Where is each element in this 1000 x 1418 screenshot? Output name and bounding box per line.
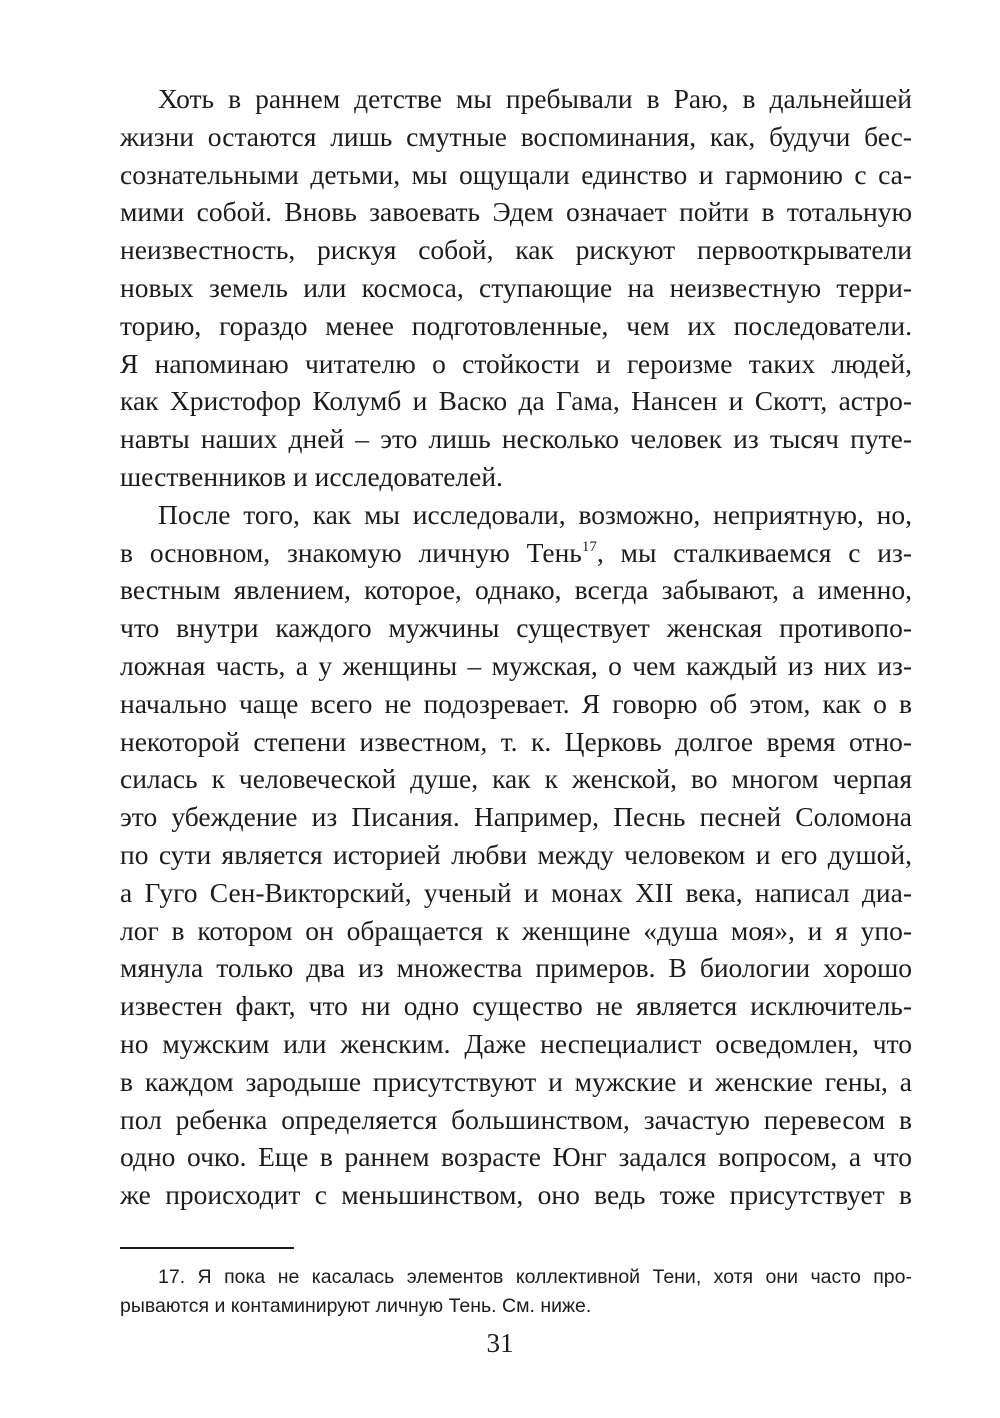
- paragraph-1: [120, 80, 912, 496]
- text-line: Хоть в раннем детстве мы пребывали в Раю, в дальнейшей: [158, 83, 912, 114]
- text-line: ложная часть, а у женщины – мужская, о чем каждый из них из-: [120, 649, 912, 681]
- text-segment: , мы сталкиваемся с из-: [596, 536, 913, 568]
- page-number: 31: [486, 1328, 514, 1358]
- text-line: же происходит с меньшинством, оно ведь тоже присутствует в: [120, 1179, 912, 1211]
- text-line: некоторой степени известном, т. к. Церковь долгое время отно-: [120, 725, 912, 757]
- text-segment: в основном, знакомую личную Тень: [120, 536, 582, 568]
- text-line: как Христофор Колумб и Васко да Гама, Нансен и Скотт, астро-: [120, 385, 912, 417]
- text-line: Я напоминаю читателю о стойкости и героизме таких людей,: [120, 347, 912, 379]
- text-line: что внутри каждого мужчины существует женская противопо-: [120, 612, 912, 644]
- text-line: но мужским или женским. Даже неспециалист осведомлен, что: [120, 1027, 912, 1059]
- text-line: в каждом зародыше присутствуют и мужские и женские гены, а: [120, 1065, 912, 1097]
- footnote-reference[interactable]: 17: [581, 538, 597, 555]
- text-line: жизни остаются лишь смутные воспоминания, как, будучи бес-: [120, 120, 912, 152]
- text-line: шественников и исследователей.: [120, 460, 503, 492]
- text-line: начально чаще всего не подозревает. Я говорю об этом, как о в: [120, 687, 912, 719]
- text-line: После того, как мы исследовали, возможно, неприятную, но,: [158, 498, 912, 530]
- footnote-separator: [120, 1247, 294, 1249]
- text-line: навты наших дней – это лишь несколько человек из тысяч путе-: [120, 423, 912, 455]
- text-line: вестным явлением, которое, однако, всегда забывают, а именно,: [120, 574, 912, 606]
- text-line: одно очко. Еще в раннем возрасте Юнг задался вопросом, а что: [120, 1141, 912, 1173]
- text-line: пол ребенка определяется большинством, зачастую перевесом в: [120, 1103, 912, 1135]
- footnote-line: 17. Я пока не касалась элементов коллективной Тени, хотя они часто про-: [158, 1266, 912, 1288]
- text-line: силась к человеческой душе, как к женской, во многом черпая: [120, 763, 912, 795]
- text-line: это убеждение из Писания. Например, Песнь песней Соломона: [120, 801, 912, 833]
- paragraph-2: [120, 496, 912, 1214]
- footnote-line: рываются и контаминируют личную Тень. См. ниже.: [120, 1295, 592, 1317]
- text-line: известен факт, что ни одно существо не является исключитель-: [120, 990, 912, 1022]
- text-line: торию, гораздо менее подготовленные, чем их последователи.: [120, 309, 912, 341]
- text-line: новых земель или космоса, ступающие на неизвестную терри-: [120, 271, 912, 303]
- text-line: лог в котором он обращается к женщине «душа моя», и я упо-: [120, 914, 912, 946]
- text-line: сознательными детьми, мы ощущали единство и гармонию с са-: [120, 158, 912, 190]
- text-line: мянула только два из множества примеров. В биологии хорошо: [120, 952, 912, 984]
- footnote: [120, 1263, 912, 1321]
- main-text: [120, 80, 912, 1214]
- text-line: неизвестность, рискуя собой, как рискуют первооткрыватели: [120, 234, 912, 266]
- text-line-with-footnote-ref: [120, 534, 912, 572]
- text-line: а Гуго Сен-Викторский, ученый и монах XII века, написал диа-: [120, 876, 912, 908]
- text-line: мими собой. Вновь завоевать Эдем означает пойти в тотальную: [120, 196, 912, 228]
- text-line: по сути является историей любви между человеком и его душой,: [120, 838, 912, 870]
